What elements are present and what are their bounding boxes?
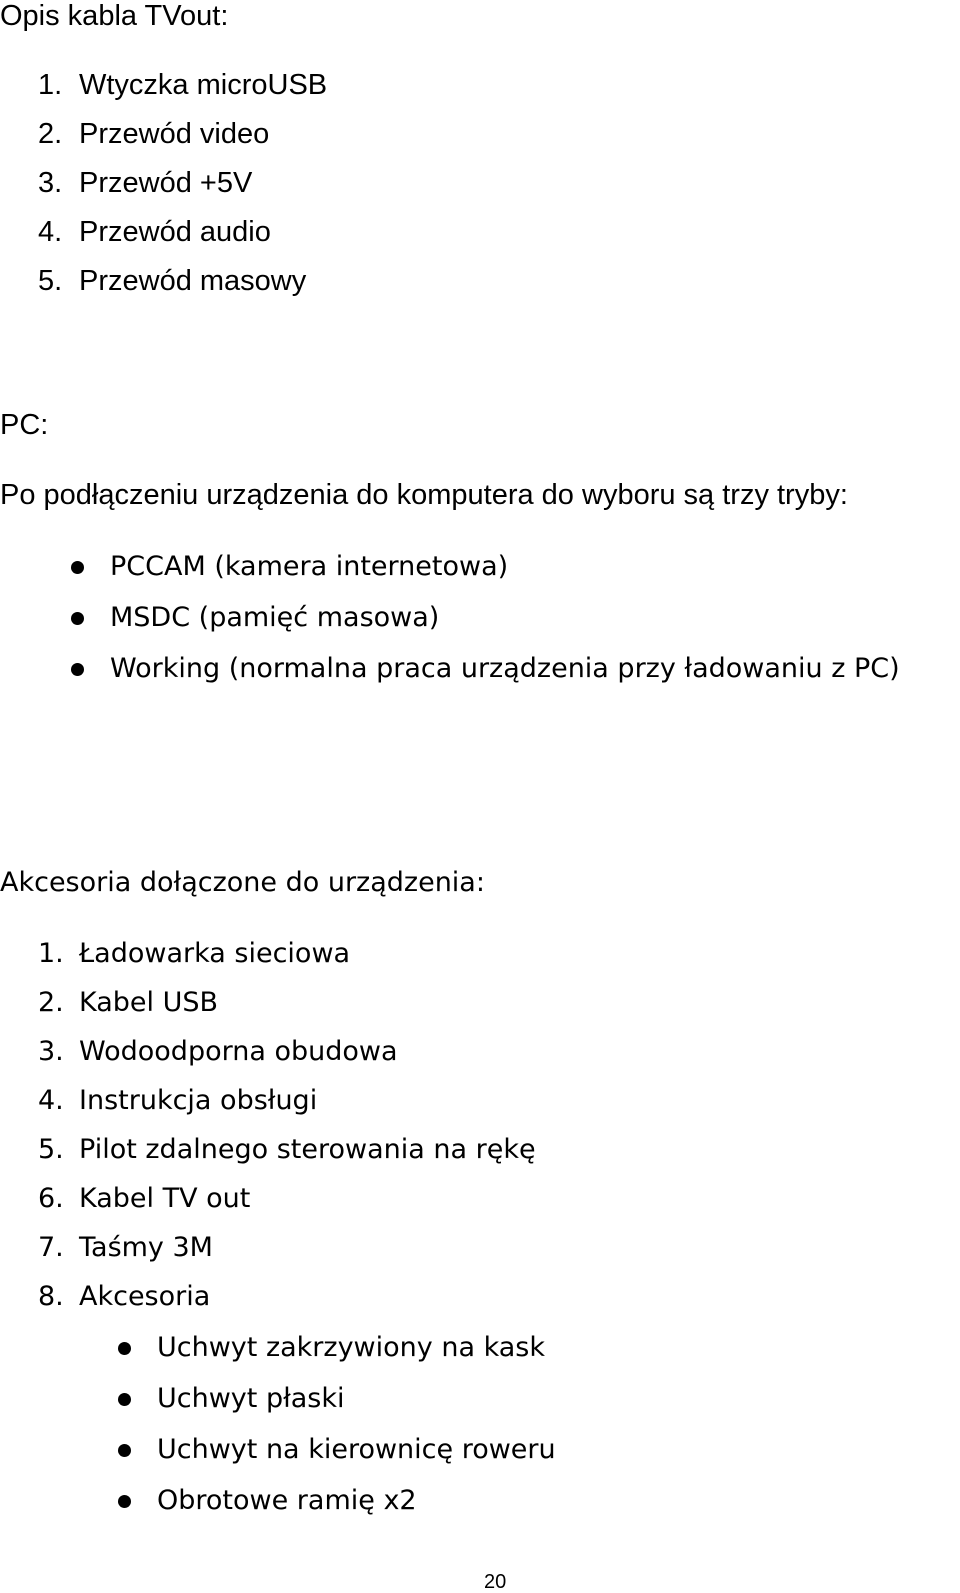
tvout-heading: Opis kabla TVout:: [0, 0, 229, 32]
accessory-item-text: Pilot zdalnego sterowania na rękę: [79, 1134, 536, 1165]
bullet-icon: [118, 1393, 131, 1406]
tvout-item-text: Przewód audio: [79, 216, 271, 248]
accessory-item-text: Akcesoria: [79, 1281, 211, 1312]
accessory-item-number: 3.: [38, 1036, 64, 1067]
tvout-item-number: 5.: [38, 265, 63, 297]
tvout-item-text: Przewód video: [79, 118, 270, 150]
bullet-icon: [71, 663, 84, 676]
accessories-heading: Akcesoria dołączone do urządzenia:: [0, 867, 485, 898]
tvout-item-number: 1.: [38, 69, 63, 101]
bullet-icon: [71, 561, 84, 574]
tvout-item-number: 4.: [38, 216, 63, 248]
tvout-item-text: Przewód masowy: [79, 265, 307, 297]
accessory-item-number: 8.: [38, 1281, 64, 1312]
accessory-item-number: 7.: [38, 1232, 64, 1263]
accessory-item-text: Kabel USB: [79, 987, 219, 1018]
pc-heading: PC:: [0, 409, 49, 441]
pc-mode-item: MSDC (pamięć masowa): [110, 602, 440, 633]
accessory-subitem: Uchwyt płaski: [157, 1383, 345, 1414]
tvout-item-text: Przewód +5V: [79, 167, 253, 199]
tvout-item-number: 2.: [38, 118, 63, 150]
pc-mode-item: Working (normalna praca urządzenia przy ładowaniu z PC): [110, 653, 900, 684]
accessory-item-number: 4.: [38, 1085, 64, 1116]
accessory-item-number: 5.: [38, 1134, 64, 1165]
pc-intro: Po podłączeniu urządzenia do komputera do wyboru są trzy tryby:: [0, 479, 848, 511]
page-number: 20: [484, 1571, 507, 1593]
accessory-subitem: Obrotowe ramię x2: [157, 1485, 417, 1516]
accessory-item-number: 1.: [38, 938, 64, 969]
accessory-item-text: Taśmy 3M: [79, 1232, 213, 1263]
tvout-item-number: 3.: [38, 167, 63, 199]
accessory-subitem: Uchwyt zakrzywiony na kask: [157, 1332, 545, 1363]
accessory-item-text: Ładowarka sieciowa: [79, 938, 351, 969]
bullet-icon: [118, 1444, 131, 1457]
tvout-item-text: Wtyczka microUSB: [79, 69, 328, 101]
accessory-item-number: 2.: [38, 987, 64, 1018]
bullet-icon: [71, 612, 84, 625]
accessory-item-number: 6.: [38, 1183, 64, 1214]
pc-mode-item: PCCAM (kamera internetowa): [110, 551, 509, 582]
bullet-icon: [118, 1342, 131, 1355]
accessory-subitem: Uchwyt na kierownicę roweru: [157, 1434, 556, 1465]
accessory-item-text: Wodoodporna obudowa: [79, 1036, 398, 1067]
accessory-item-text: Kabel TV out: [79, 1183, 251, 1214]
accessory-item-text: Instrukcja obsługi: [79, 1085, 318, 1116]
bullet-icon: [118, 1495, 131, 1508]
